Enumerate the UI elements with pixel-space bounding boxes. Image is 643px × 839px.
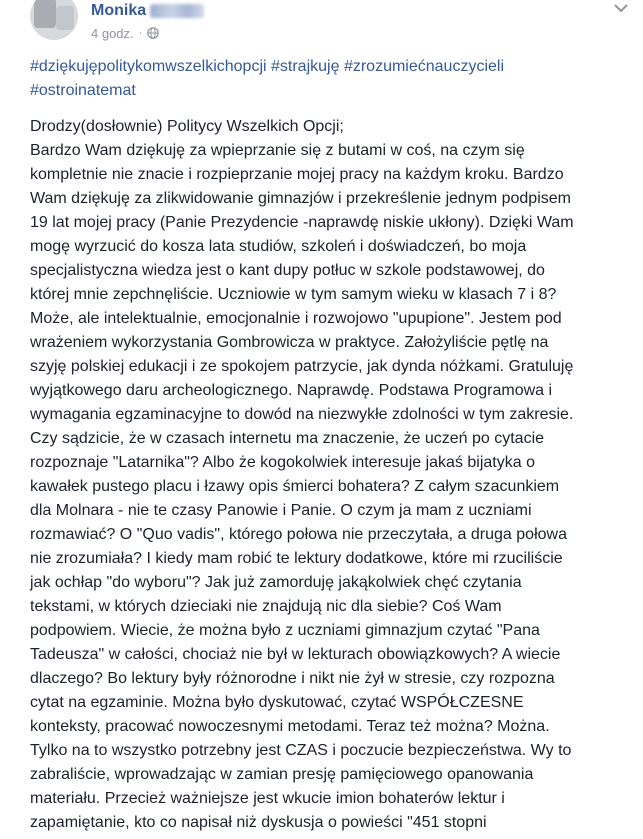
post-header xyxy=(91,0,204,22)
avatar-blur-right xyxy=(56,6,74,30)
hashtag-list xyxy=(30,55,630,103)
body-line: Tadeusza" w całości, chociaż nie był w lekturach obowiązkowych? A wiecie xyxy=(30,646,561,663)
post-meta xyxy=(91,24,159,42)
body-line: jak ochłap "do wyboru"? Jak już zamorduję jakąkolwiek chęć czytania xyxy=(30,574,522,591)
body-line: Wam dziękuję za zlikwidowanie gimnazjów i przekreślenie jednym podpisem xyxy=(30,190,571,207)
body-line: wyjątkowego daru archeologicznego. Naprawdę. Podstawa Programowa i xyxy=(30,382,553,399)
body-line: rozmawiać? O "Quo vadis", którego połowa nie przeczytała, a druga połowa xyxy=(30,526,567,543)
body-line: Tylko na to wszystko potrzebny jest CZAS i poczucie bezpieczeństwa. Wy to xyxy=(30,742,572,759)
body-line: Drodzy(dosłownie) Politycy Wszelkich Opcji; xyxy=(30,118,344,135)
body-line: nie zrozumiała? I kiedy mam robić te lektury dodatkowe, które mi rzuciliście xyxy=(30,550,563,567)
body-line: zapamiętanie, kto co napisał niż dyskusja o powieści "451 stopni xyxy=(30,814,487,831)
meta-separator: · xyxy=(138,27,143,39)
hashtag-link[interactable]: #zrozumiećnauczycieli xyxy=(343,58,504,75)
body-line: zabraliście, wprowadzając w zamian presję pamięciowego opanowania xyxy=(30,766,534,783)
hashtag-link[interactable]: #ostroinatemat xyxy=(30,82,136,99)
body-line: wrażeniem wykorzystania Gombrowicza w praktyce. Założyliście pętlę na xyxy=(30,334,549,351)
post-body xyxy=(30,115,635,835)
body-line: podpowiem. Wiecie, że można było z uczniami gimnazjum czytać "Pana xyxy=(30,622,540,639)
avatar-blur-left xyxy=(34,0,56,28)
body-line: dlaczego? Bo lektury były różnorodne i nikt nie żył w stresie, czy rozpozna xyxy=(30,670,555,687)
chevron-down-icon[interactable] xyxy=(614,2,628,14)
redacted-surname xyxy=(150,4,204,18)
body-line: 19 lat mojej pracy (Panie Prezydencie -naprawdę niskie ukłony). Dzięki Wam xyxy=(30,214,574,231)
body-line: cytat na egzaminie. Można było dyskutować, czytać WSPÓŁCZESNE xyxy=(30,694,524,711)
body-line: materiału. Przecież ważniejsze jest wkucie imion bohaterów lektur i xyxy=(30,790,505,807)
body-line: specjalistyczna wiedza jest o kant dupy potłuc w szkole podstawowej, do xyxy=(30,262,545,279)
globe-icon[interactable] xyxy=(147,27,159,39)
author-name-link[interactable]: Monika xyxy=(91,2,147,19)
body-line: Może, ale intelektualnie, emocjonalnie i rozwojowo "upupione". Jestem pod xyxy=(30,310,562,327)
body-line: Bardzo Wam dziękuję za wpieprzanie się z butami w coś, na czym się xyxy=(30,142,525,159)
body-line: rozpoznaje "Latarnika"? Albo że kogokolwiek interesuje jakaś bijatyka o xyxy=(30,454,535,471)
post-timestamp[interactable]: 4 godz. xyxy=(91,25,134,41)
hashtag-link[interactable]: #strajkuję xyxy=(271,58,340,75)
body-line: której mnie zepchnęliście. Uczniowie w tym samym wieku w klasach 7 i 8? xyxy=(30,286,557,303)
body-line: kompletnie nie znacie i rozpieprzanie mojej pracy na każdym kroku. Bardzo xyxy=(30,166,564,183)
hashtag-link[interactable]: #dziękujępolitykomwszelkichopcji xyxy=(30,58,267,75)
body-line: wymagania egzaminacyjne to dowód na niezwykłe zdolności w tym zakresie. xyxy=(30,406,574,423)
body-line: Czy sądzicie, że w czasach internetu ma znaczenie, że uczeń po cytacie xyxy=(30,430,545,447)
body-line: dla Molnara - nie te czasy Panowie i Panie. O czym ja mam z uczniami xyxy=(30,502,532,519)
body-line: mogę wyrzucić do kosza lata studiów, szkoleń i doświadczeń, bo moja xyxy=(30,238,527,255)
body-line: tekstami, w których dzieciaki nie znajdują nic dla siebie? Coś Wam xyxy=(30,598,502,615)
avatar[interactable] xyxy=(30,0,78,40)
body-line: szyję polskiej edukacji i ze spokojem patrzycie, jak dynda nóżkami. Gratuluję xyxy=(30,358,574,375)
body-line: konteksty, pracować nowoczesnymi metodami. Teraz też można? Można. xyxy=(30,718,550,735)
body-line: kawałek pustego placu i łzawy opis śmierci bohatera? Z całym szacunkiem xyxy=(30,478,560,495)
